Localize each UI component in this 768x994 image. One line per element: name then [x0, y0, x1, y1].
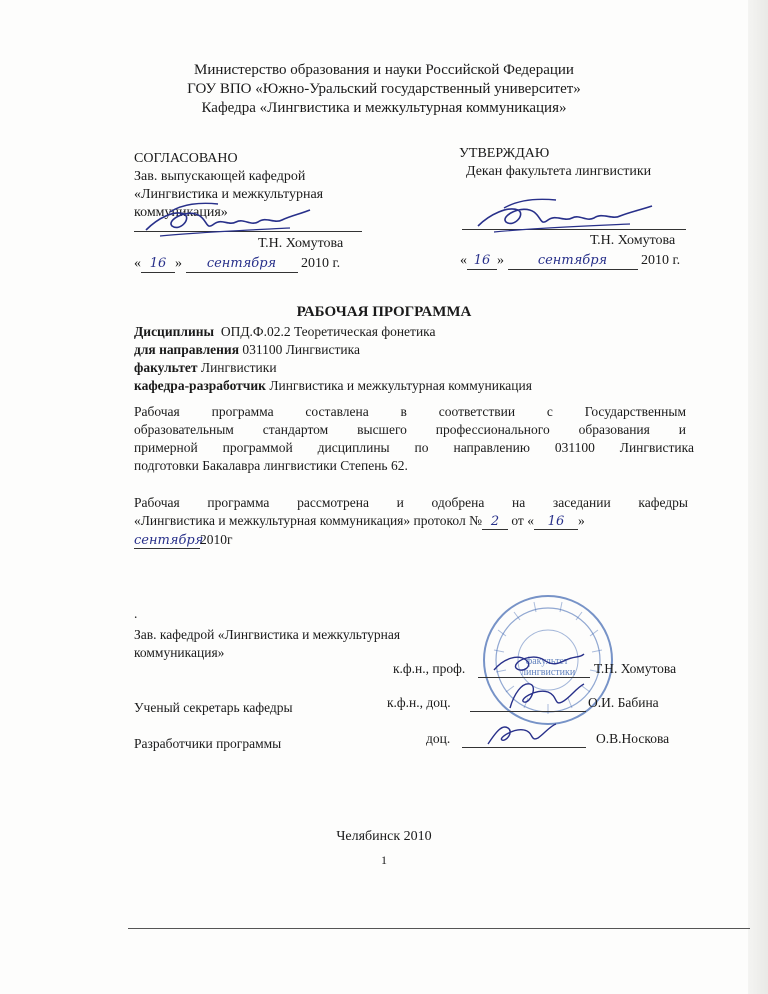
separator-dot: .: [134, 606, 138, 621]
program-title: РАБОЧАЯ ПРОГРАММА: [296, 304, 472, 320]
approve-date-month: сентября: [537, 253, 608, 268]
developer-dept-line: [134, 378, 532, 394]
protocol-month: сентября: [134, 533, 204, 548]
agreed-date-year: 2010 г.: [301, 256, 341, 271]
paragraph1-line2: образовательным стандартом высшего профессионального образования и: [134, 422, 686, 437]
approve-date-day: 16: [473, 253, 491, 268]
city-year: Челябинск 2010: [336, 829, 432, 844]
approve-date-mid: »: [497, 253, 504, 268]
protocol-text: «Лингвистика и межкультурная коммуникация» протокол №: [134, 513, 482, 528]
secretary-title: к.ф.н., доц.: [387, 695, 451, 710]
agreed-dept-line2: коммуникация»: [134, 205, 228, 220]
agreed-date-open: «: [134, 256, 141, 271]
ministry-line: Министерство образования и науки Российской Федерации: [194, 62, 574, 78]
discipline-value: ОПД.Ф.02.2 Теоретическая фонетика: [220, 324, 436, 339]
developers-title: доц.: [426, 731, 451, 746]
faculty-label: факультет: [134, 360, 198, 375]
agreed-date-day: 16: [149, 256, 167, 271]
approve-name: Т.Н. Хомутова: [590, 233, 676, 248]
direction-line: [134, 342, 360, 358]
developers-signature: [480, 716, 560, 750]
approve-date-open: «: [460, 253, 467, 268]
agreed-name: Т.Н. Хомутова: [258, 236, 344, 251]
agreed-date-mid: »: [175, 256, 182, 271]
head-label-line2: коммуникация»: [134, 645, 225, 660]
from-close: »: [577, 513, 585, 528]
paragraph2-line3: [134, 532, 233, 549]
head-label-line1: Зав. кафедрой «Лингвистика и межкультурная: [134, 627, 401, 642]
approve-title: УТВЕРЖДАЮ: [459, 146, 550, 161]
paragraph2-line2: [134, 513, 585, 530]
faculty-line: [134, 360, 277, 376]
faculty-value: Лингвистики: [200, 360, 277, 375]
approve-date-year: 2010 г.: [641, 253, 681, 268]
approve-date: [460, 253, 680, 270]
developers-name: О.В.Носкова: [596, 731, 670, 746]
discipline-line: [134, 324, 436, 340]
bottom-scan-line: [128, 928, 750, 929]
agreed-title: СОГЛАСОВАНО: [134, 151, 238, 166]
secretary-label: Ученый секретарь кафедры: [134, 700, 293, 715]
page-number: 1: [381, 853, 387, 867]
paragraph2-line1: Рабочая программа рассмотрена и одобрена на заседании кафедры: [134, 495, 688, 510]
paragraph1-line4: подготовки Бакалавра лингвистики Степень 62.: [134, 458, 408, 473]
developer-dept-label: кафедра-разработчик: [134, 378, 266, 393]
agreed-date-month: сентября: [206, 256, 277, 271]
from-day: 16: [547, 514, 565, 529]
secretary-signature: [500, 674, 590, 714]
paragraph1-line1: Рабочая программа составлена в соответствии с Государственным: [134, 404, 686, 419]
agreed-date: [134, 256, 340, 273]
department-line: Кафедра «Лингвистика и межкультурная коммуникация»: [201, 100, 567, 116]
direction-value: 031100 Лингвистика: [242, 342, 360, 357]
direction-label: для направления: [134, 342, 240, 357]
developers-label: Разработчики программы: [134, 736, 282, 751]
head-title: к.ф.н., проф.: [393, 661, 466, 676]
agreed-position: Зав. выпускающей кафедрой: [134, 169, 306, 184]
paragraph1-line3: примерной программой дисциплины по направлению 031100 Лингвистика: [134, 440, 694, 455]
university-line: ГОУ ВПО «Южно-Уральский государственный университет»: [187, 81, 581, 97]
protocol-year: 2010г: [200, 532, 233, 547]
stamp-text: факультет лингвистики: [521, 656, 576, 678]
developer-dept-value: Лингвистика и межкультурная коммуникация: [269, 378, 532, 393]
head-name: Т.Н. Хомутова: [594, 661, 677, 676]
discipline-label: Дисциплины: [134, 324, 215, 339]
from-word: от «: [511, 513, 534, 528]
secretary-name: О.И. Бабина: [588, 695, 659, 710]
agreed-dept-line1: «Лингвистика и межкультурная: [134, 187, 324, 202]
protocol-number: 2: [490, 514, 500, 529]
approve-position: Декан факультета лингвистики: [466, 164, 652, 179]
